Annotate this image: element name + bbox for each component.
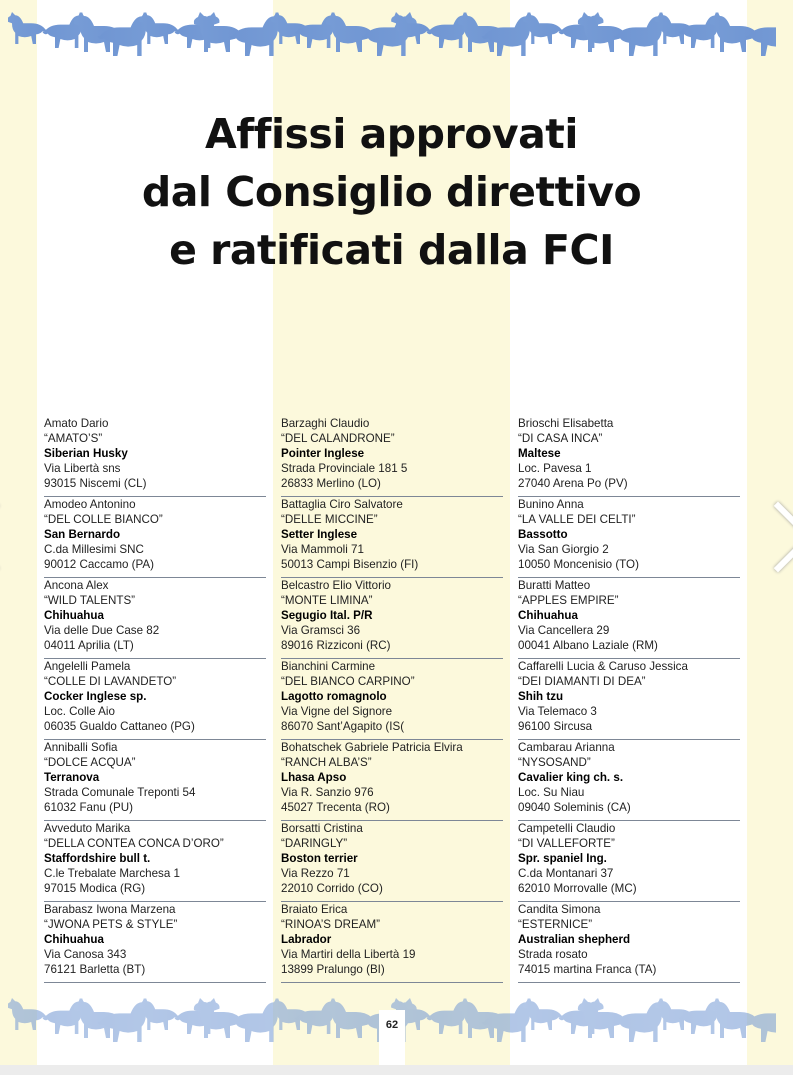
breeder-breed: Terranova: [44, 770, 100, 784]
breeder-entry: [281, 821, 503, 902]
breeder-entry: [518, 578, 740, 659]
dog-silhouette: [746, 998, 776, 1042]
title-line: Affissi approvati: [205, 110, 578, 158]
breeder-name: Bunino Anna: [518, 498, 584, 511]
breeder-name: Brioschi Elisabetta: [518, 417, 614, 430]
breeder-breed: Setter Inglese: [281, 527, 358, 541]
breeder-address: C.da Millesimi SNC: [44, 542, 144, 556]
breeder-city: 89016 Rizziconi (RC): [281, 638, 391, 652]
breeder-breed: Australian shepherd: [518, 932, 631, 946]
breeder-name: Candita Simona: [518, 903, 601, 916]
breeder-city: 45027 Trecenta (RO): [281, 800, 390, 814]
breeder-entry: [44, 902, 266, 983]
dog-silhouette-border-top: [8, 12, 776, 72]
breeder-address: Via San Giorgio 2: [518, 542, 609, 556]
breeder-city: 86070 Sant’Agapito (IS(: [281, 719, 405, 733]
breeder-name: Belcastro Elio Vittorio: [281, 579, 391, 592]
breeder-breed: Staffordshire bull t.: [44, 851, 151, 865]
breeder-affix: “DARINGLY”: [281, 836, 348, 850]
breeder-breed: Bassotto: [518, 527, 568, 541]
title-line: e ratificati dalla FCI: [169, 226, 614, 274]
breeder-address: Via Mammoli 71: [281, 542, 364, 556]
breeder-city: 27040 Arena Po (PV): [518, 476, 628, 490]
breeder-city: 10050 Moncenisio (TO): [518, 557, 639, 571]
breeder-city: 06035 Gualdo Cattaneo (PG): [44, 719, 195, 733]
breeder-breed: Segugio Ital. P/R: [281, 608, 373, 622]
breeder-affix: “RINOA’S DREAM”: [281, 917, 380, 931]
breeder-breed: Cavalier king ch. s.: [518, 770, 624, 784]
breeder-address: Via Gramsci 36: [281, 623, 361, 637]
breeder-name: Braiato Erica: [281, 903, 348, 916]
breeder-breed: Siberian Husky: [44, 446, 128, 460]
breeder-address: Strada Comunale Treponti 54: [44, 785, 196, 799]
breeder-affix: “DELLE MICCINE”: [281, 512, 378, 526]
breeder-name: Campetelli Claudio: [518, 822, 616, 835]
breeder-address: Via Rezzo 71: [281, 866, 350, 880]
breeder-affix: “RANCH ALBA’S”: [281, 755, 372, 769]
dog-silhouette: [8, 12, 47, 44]
dog-silhouette: [523, 12, 563, 44]
breeder-name: Barabasz Iwona Marzena: [44, 903, 176, 916]
breeder-address: Via Telemaco 3: [518, 704, 597, 718]
breeder-entry: [281, 659, 503, 740]
dog-silhouette: [523, 998, 563, 1030]
breeder-affix: “MONTE LIMINA”: [281, 593, 373, 607]
breeder-affix: “DEL CALANDRONE”: [281, 431, 395, 445]
breeder-city: 13899 Pralungo (BI): [281, 962, 385, 976]
breeder-entry: [281, 497, 503, 578]
page-title: [100, 105, 683, 279]
breeder-address: Via Vigne del Signore: [281, 704, 393, 718]
dog-silhouette: [139, 998, 179, 1030]
breeder-affix: “DI CASA INCA”: [518, 431, 603, 445]
breeder-entry: [44, 497, 266, 578]
breeder-entry: [518, 497, 740, 578]
breeder-name: Barzaghi Claudio: [281, 417, 370, 430]
breeder-city: 76121 Barletta (BT): [44, 962, 146, 976]
breeder-entry: [44, 416, 266, 497]
breeder-breed: San Bernardo: [44, 527, 121, 541]
breeder-entry: [281, 902, 503, 983]
breeder-affix: “AMATO’S”: [44, 431, 103, 445]
breeder-entry: [518, 659, 740, 740]
breeder-entry: [281, 416, 503, 497]
dog-silhouette: [746, 12, 776, 56]
breeder-entry: [518, 416, 740, 497]
breeder-entry: [44, 821, 266, 902]
breeder-city: 74015 martina Franca (TA): [518, 962, 657, 976]
breeder-breed: Spr. spaniel Ing.: [518, 851, 607, 865]
breeder-breed: Lhasa Apso: [281, 770, 347, 784]
breeder-address: Via Cancellera 29: [518, 623, 610, 637]
breeder-city: 96100 Sircusa: [518, 719, 593, 733]
breeder-entry: [44, 578, 266, 659]
breeder-address: Strada Provinciale 181 5: [281, 461, 408, 475]
breeder-name: Ancona Alex: [44, 579, 109, 592]
breeder-city: 50013 Campi Bisenzio (FI): [281, 557, 419, 571]
breeder-name: Amodeo Antonino: [44, 498, 136, 511]
breeder-breed: Chihuahua: [44, 608, 104, 622]
breeder-entry: [518, 740, 740, 821]
breeder-city: 00041 Albano Laziale (RM): [518, 638, 658, 652]
breeder-address: Loc. Su Niau: [518, 785, 585, 799]
breeder-affix: “APPLES EMPIRE”: [518, 593, 619, 607]
title-line: dal Consiglio direttivo: [141, 168, 642, 216]
breeder-address: Loc. Colle Aio: [44, 704, 115, 718]
breeder-name: Buratti Matteo: [518, 579, 591, 592]
breeder-name: Bohatschek Gabriele Patricia Elvira: [281, 741, 463, 754]
breeder-address: Loc. Pavesa 1: [518, 461, 592, 475]
breeder-city: 22010 Corrido (CO): [281, 881, 383, 895]
breeder-name: Avveduto Marika: [44, 822, 131, 835]
breeder-affix: “LA VALLE DEI CELTI”: [518, 512, 636, 526]
breeder-affix: “DOLCE ACQUA”: [44, 755, 136, 769]
breeder-address: Via R. Sanzio 976: [281, 785, 374, 799]
breeder-breed: Maltese: [518, 446, 561, 460]
breeder-affix: “DEL COLLE BIANCO”: [44, 512, 163, 526]
breeder-affix: “DEI DIAMANTI DI DEA”: [518, 674, 646, 688]
breeder-affix: “WILD TALENTS”: [44, 593, 136, 607]
breeder-breed: Cocker Inglese sp.: [44, 689, 147, 703]
breeder-name: Anniballi Sofia: [44, 741, 118, 754]
breeder-address: Via Libertà sns: [44, 461, 121, 475]
breeder-entry: [281, 740, 503, 821]
breeder-name: Caffarelli Lucia & Caruso Jessica: [518, 660, 688, 673]
breeder-city: 04011 Aprilia (LT): [44, 638, 134, 652]
breeder-address: Via Martiri della Libertà 19: [281, 947, 416, 961]
breeder-address: Via Canosa 343: [44, 947, 127, 961]
breeder-entry: [44, 740, 266, 821]
breeder-affix: “COLLE DI LAVANDETO”: [44, 674, 177, 688]
dog-silhouette: [8, 998, 47, 1030]
breeder-entry: [44, 659, 266, 740]
breeder-name: Angelelli Pamela: [44, 660, 131, 673]
breeder-breed: Lagotto romagnolo: [281, 689, 387, 703]
breeder-name: Borsatti Cristina: [281, 822, 363, 835]
breeder-breed: Pointer Inglese: [281, 446, 365, 460]
affix-column: [44, 416, 266, 983]
breeder-affix: “JWONA PETS & STYLE”: [44, 917, 178, 931]
breeder-entry: [518, 902, 740, 983]
breeder-affix: “ESTERNICE”: [518, 917, 593, 931]
breeder-address: Strada rosato: [518, 947, 588, 961]
breeder-city: 61032 Fanu (PU): [44, 800, 133, 814]
affix-column: [518, 416, 740, 983]
breeder-affix: “NYSOSAND”: [518, 755, 591, 769]
breeder-city: 26833 Merlino (LO): [281, 476, 381, 490]
dog-silhouette: [139, 12, 179, 44]
breeder-city: 09040 Soleminis (CA): [518, 800, 631, 814]
breeder-breed: Shih tzu: [518, 689, 564, 703]
page-number: 62: [379, 1010, 405, 1065]
breeder-breed: Labrador: [281, 932, 332, 946]
breeder-address: C.le Trebalate Marchesa 1: [44, 866, 180, 880]
breeder-name: Battaglia Ciro Salvatore: [281, 498, 403, 511]
breeder-breed: Chihuahua: [518, 608, 578, 622]
breeder-entry: [518, 821, 740, 902]
breeder-name: Amato Dario: [44, 417, 109, 430]
breeder-city: 97015 Modica (RG): [44, 881, 146, 895]
breeder-city: 93015 Niscemi (CL): [44, 476, 147, 490]
breeder-name: Cambarau Arianna: [518, 741, 615, 754]
breeder-name: Bianchini Carmine: [281, 660, 376, 673]
breeder-address: C.da Montanari 37: [518, 866, 614, 880]
breeder-breed: Boston terrier: [281, 851, 358, 865]
breeder-affix: “DELLA CONTEA CONCA D’ORO”: [44, 836, 224, 850]
breeder-breed: Chihuahua: [44, 932, 104, 946]
breeder-city: 90012 Caccamo (PA): [44, 557, 154, 571]
affix-column: [281, 416, 503, 983]
breeder-affix: “DI VALLEFORTE”: [518, 836, 615, 850]
breeder-city: 62010 Morrovalle (MC): [518, 881, 637, 895]
breeder-affix: “DEL BIANCO CARPINO”: [281, 674, 415, 688]
breeder-address: Via delle Due Case 82: [44, 623, 160, 637]
breeder-entry: [281, 578, 503, 659]
